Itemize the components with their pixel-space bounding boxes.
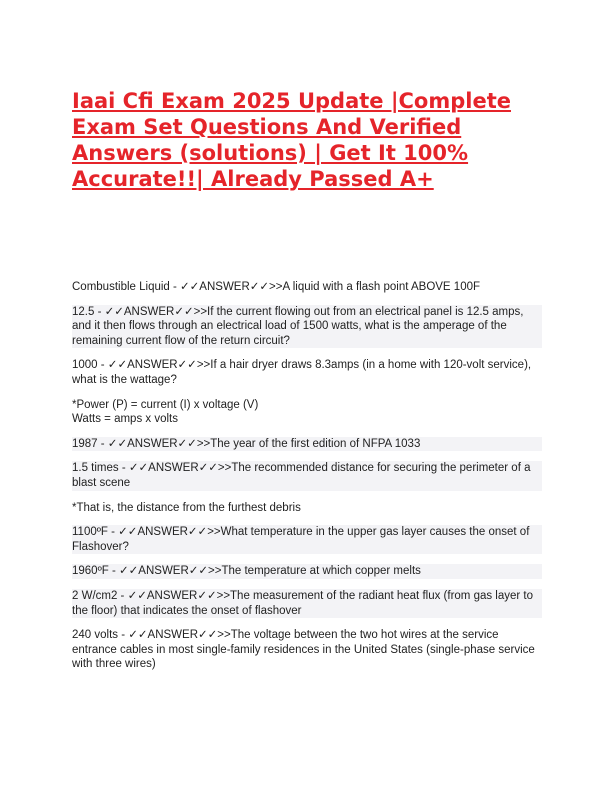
qa-item-1-5-times — [72, 461, 542, 490]
qa-text: 1000 - ✓✓ANSWER✓✓>>If a hair dryer draws 8.3amps (in a home with 120-volt service), what is the wattage? — [72, 359, 532, 386]
qa-text: Watts = amps x volts — [72, 413, 178, 426]
qa-item-1100f — [72, 525, 542, 554]
qa-item-1987 — [72, 437, 542, 452]
qa-text: Combustible Liquid - ✓✓ANSWER✓✓>>A liquid with a flash point ABOVE 100F — [72, 281, 481, 293]
qa-text: 2 W/cm2 - ✓✓ANSWER✓✓>>The measurement of the radiant heat flux (from gas layer to the floor) that indicates the onset of flashover — [72, 589, 534, 617]
qa-note-furthest-debris — [72, 501, 542, 516]
qa-item-1960f — [72, 564, 542, 579]
qa-text: 1960ºF - ✓✓ANSWER✓✓>>The temperature at which copper melts — [72, 565, 421, 578]
qa-list — [72, 280, 542, 682]
qa-text: 1.5 times - ✓✓ANSWER✓✓>>The recommended distance for securing the perimeter of a blast scene — [72, 462, 531, 489]
qa-text: 240 volts - ✓✓ANSWER✓✓>>The voltage between the two hot wires at the service entrance cables in most single-family residences in the United States (single-phase service with three wires) — [72, 629, 535, 671]
qa-item-12-5 — [72, 305, 542, 349]
document-title: Iaai Cfi Exam 2025 Update |Complete Exam Set Questions And Verified Answers (solutions) | Get It 100% Accurate!!| Already Passed A+ — [72, 89, 511, 191]
qa-item-240-volts — [72, 628, 542, 672]
qa-item-2-w-cm2 — [72, 589, 542, 618]
qa-text: *That is, the distance from the furthest debris — [72, 501, 301, 514]
qa-text: *Power (P) = current (I) x voltage (V) — [72, 398, 259, 411]
qa-note-power-formula — [72, 398, 542, 427]
qa-text: 1100ºF - ✓✓ANSWER✓✓>>What temperature in the upper gas layer causes the onset of Flashover? — [72, 526, 530, 553]
qa-text: 12.5 - ✓✓ANSWER✓✓>>If the current flowing out from an electrical panel is 12.5 amps, and it then flows through an electrical load of 1500 watts, what is the amperage of the remaining current flow of the return circuit? — [72, 305, 524, 347]
qa-item-combustible-liquid — [72, 280, 542, 295]
qa-text: 1987 - ✓✓ANSWER✓✓>>The year of the first edition of NFPA 1033 — [72, 437, 421, 450]
qa-item-1000 — [72, 358, 542, 387]
